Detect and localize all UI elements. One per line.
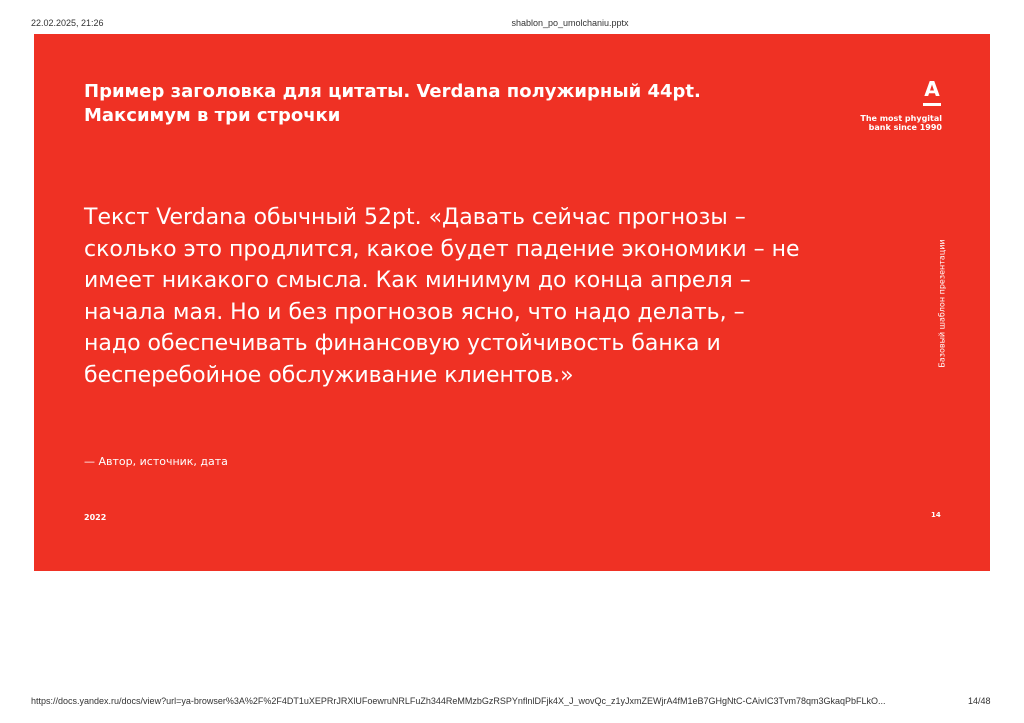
quote-source: — Автор, источник, дата [84, 455, 228, 468]
logo-tagline [824, 114, 942, 132]
logo-tagline-line1: The most phygital [860, 114, 942, 123]
vertical-caption: Базовый шаблон презентации [937, 239, 947, 368]
print-footer-page: 14/48 [968, 696, 991, 706]
bank-logo-underline [923, 103, 941, 106]
bank-logo-letter: А [924, 77, 940, 101]
print-footer-url: https://docs.yandex.ru/docs/view?url=ya-browser%3A%2F%2F4DT1uXEPRrJRXlUFoewruNRLFuZh344ReMMzbGzRSPYnflnlDFjk4X_J_wovQc_z1yJxmZEWjrA4fM1eB7GHgNtC-CAivIC3Tvm78qm3GkaqPbFLkO... [31, 696, 886, 706]
print-header-filename: shablon_po_umolchaniu.pptx [511, 18, 629, 28]
slide-year: 2022 [84, 513, 107, 522]
slide [34, 34, 990, 571]
slide-number: 14 [931, 511, 941, 519]
slide-title: Пример заголовка для цитаты. Verdana полужирный 44pt. Максимум в три строчки [84, 81, 701, 126]
logo-tagline-line2: bank since 1990 [868, 123, 942, 132]
print-header-datetime: 22.02.2025, 21:26 [31, 18, 104, 28]
quote-text: Текст Verdana обычный 52pt. «Давать сейчас прогнозы – сколько это продлится, какое будет падение экономики – не имеет никакого смысла. Как минимум до конца апреля – начала мая. Но и без прогнозов ясно, что надо делать, – надо обеспечивать финансовую устойчивость банка и бесперебойное обслуживание клиентов.» [84, 205, 800, 388]
